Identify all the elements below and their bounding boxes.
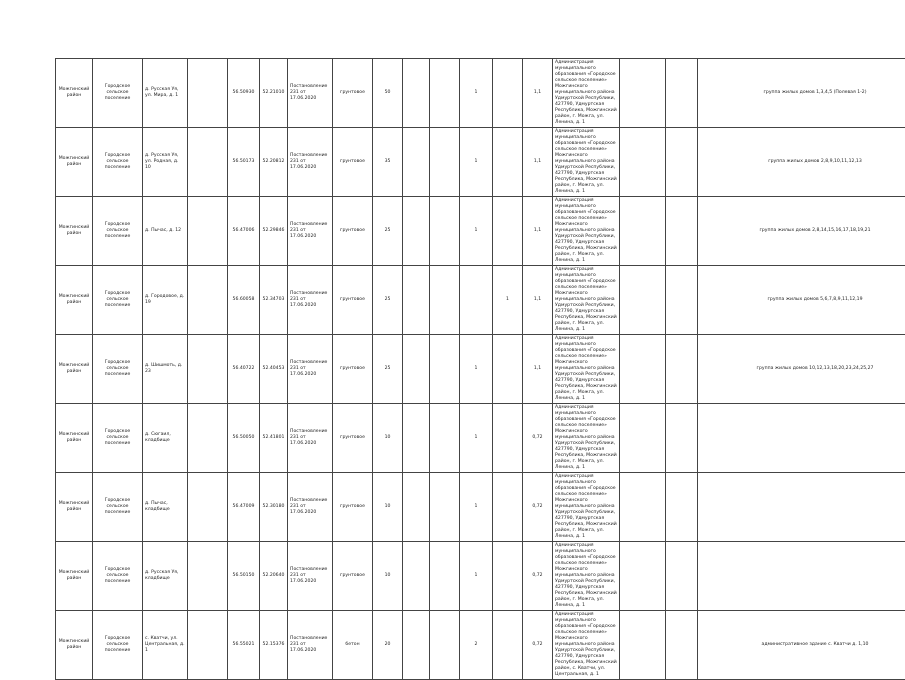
cell-sources: группа жилых домов 10,12,13,18,20,23,24,25,27	[698, 335, 905, 404]
table-row	[56, 59, 905, 128]
table-row	[56, 266, 905, 335]
cell-sources	[698, 542, 905, 611]
cell-o1	[620, 542, 666, 611]
cell-reg-spacer	[188, 197, 228, 266]
cell-area: 25	[373, 197, 403, 266]
cell-address: д. Пычас, кладбище	[143, 473, 188, 542]
cell-c2	[430, 335, 460, 404]
cell-c5: 1,1	[523, 128, 553, 197]
cell-settlement: Городское сельское поселение	[93, 197, 143, 266]
cell-owner: Администрация муниципального образования «Городское сельское поселение» Можгинского муниципального района Удмуртской Республики, 427790, Удмуртская Республика, Можгинский район, г. Можга, ул. Ленина, д. 1	[553, 542, 620, 611]
cell-o1	[620, 128, 666, 197]
cell-c5: 1,1	[523, 335, 553, 404]
cell-c5: 0,72	[523, 404, 553, 473]
cell-sources	[698, 473, 905, 542]
cell-address: д. Русская Уя, ул. Мира, д. 1	[143, 59, 188, 128]
cell-lon: 52.20812	[260, 128, 288, 197]
cell-surface: грунтовое	[333, 473, 373, 542]
cell-o2	[666, 404, 698, 473]
cell-area: 25	[373, 335, 403, 404]
cell-reg-spacer	[188, 335, 228, 404]
cell-lon: 52.15376	[260, 611, 288, 680]
table-row	[56, 611, 905, 680]
cell-address: д. Русская Уя, ул. Родная, д. 10	[143, 128, 188, 197]
table-row	[56, 404, 905, 473]
cell-reg-spacer	[188, 611, 228, 680]
cell-reg-spacer	[188, 542, 228, 611]
cell-c4	[493, 128, 523, 197]
cell-o2	[666, 197, 698, 266]
cell-area: 35	[373, 128, 403, 197]
cell-c4	[493, 197, 523, 266]
cell-reg: Постановление 231 от 17.06.2020	[288, 611, 333, 680]
cell-c1	[403, 473, 430, 542]
cell-o1	[620, 266, 666, 335]
cell-c5: 1,1	[523, 266, 553, 335]
cell-owner: Администрация муниципального образования «Городское сельское поселение» Можгинского муниципального района Удмуртской Республики, 427790, Удмуртская Республика, Можгинский район, г. Можга, ул. Ленина, д. 1	[553, 404, 620, 473]
cell-lat: 56.60058	[228, 266, 260, 335]
cell-area: 50	[373, 59, 403, 128]
cell-settlement: Городское сельское поселение	[93, 404, 143, 473]
cell-district: Можгинский район	[56, 59, 93, 128]
cell-c1	[403, 611, 430, 680]
cell-owner: Администрация муниципального образования «Городское сельское поселение» Можгинского муниципального района Удмуртской Республики, 427790, Удмуртская Республика, Можгинский район, г. Можга, ул. Ленина, д. 1	[553, 266, 620, 335]
cell-district: Можгинский район	[56, 266, 93, 335]
cell-settlement: Городское сельское поселение	[93, 335, 143, 404]
cell-reg-spacer	[188, 404, 228, 473]
cell-lon: 52.20640	[260, 542, 288, 611]
cell-c3: 1	[460, 59, 493, 128]
cell-surface: грунтовое	[333, 128, 373, 197]
cell-c4	[493, 542, 523, 611]
cell-c5: 0,72	[523, 473, 553, 542]
cell-owner: Администрация муниципального образования «Городское сельское поселение» Можгинского муниципального района Удмуртской Республики, 427790, Удмуртская Республика, Можгинский район, с. Кватчи, ул. Центральная, д. 1	[553, 611, 620, 680]
cell-c1	[403, 335, 430, 404]
cell-surface: грунтовое	[333, 197, 373, 266]
cell-c1	[403, 542, 430, 611]
cell-c3: 1	[460, 128, 493, 197]
cell-o2	[666, 473, 698, 542]
cell-reg: Постановление 231 от 17.06.2020	[288, 59, 333, 128]
cell-address: д. Русская Уя, кладбище	[143, 542, 188, 611]
cell-address: д. Пычас, д. 12	[143, 197, 188, 266]
cell-c2	[430, 128, 460, 197]
cell-reg: Постановление 231 от 17.06.2020	[288, 197, 333, 266]
cell-lat: 56.47009	[228, 473, 260, 542]
cell-district: Можгинский район	[56, 611, 93, 680]
cell-c4	[493, 473, 523, 542]
cell-lat: 56.55021	[228, 611, 260, 680]
cell-district: Можгинский район	[56, 197, 93, 266]
cell-district: Можгинский район	[56, 542, 93, 611]
cell-c5: 1,1	[523, 59, 553, 128]
cell-c4	[493, 611, 523, 680]
cell-surface: грунтовое	[333, 404, 373, 473]
cell-settlement: Городское сельское поселение	[93, 128, 143, 197]
cell-owner: Администрация муниципального образования «Городское сельское поселение» Можгинского муниципального района Удмуртской Республики, 427790, Удмуртская Республика, Можгинский район, г. Можга, ул. Ленина, д. 1	[553, 59, 620, 128]
cell-settlement: Городское сельское поселение	[93, 611, 143, 680]
cell-o2	[666, 59, 698, 128]
cell-o1	[620, 197, 666, 266]
cell-sources	[698, 404, 905, 473]
cell-reg-spacer	[188, 266, 228, 335]
cell-c4: 1	[493, 266, 523, 335]
table-row	[56, 335, 905, 404]
cell-owner: Администрация муниципального образования «Городское сельское поселение» Можгинского муниципального района Удмуртской Республики, 427790, Удмуртская Республика, Можгинский район, г. Можга, ул. Ленина, д. 1	[553, 473, 620, 542]
cell-o2	[666, 128, 698, 197]
cell-c3: 1	[460, 473, 493, 542]
cell-area: 25	[373, 266, 403, 335]
cell-address: с. Кватчи, ул. Центральная, д. 1	[143, 611, 188, 680]
cell-c3: 1	[460, 335, 493, 404]
cell-sources: группа жилых домов 2,8,9,10,11,12,13	[698, 128, 905, 197]
cell-lon: 52.21010	[260, 59, 288, 128]
cell-o1	[620, 335, 666, 404]
cell-surface: грунтовое	[333, 335, 373, 404]
cell-lat: 56.50173	[228, 128, 260, 197]
cell-sources: группа жилых домов 5,6,7,8,9,11,12,19	[698, 266, 905, 335]
cell-o1	[620, 473, 666, 542]
cell-c3: 2	[460, 611, 493, 680]
cell-settlement: Городское сельское поселение	[93, 266, 143, 335]
cell-c2	[430, 404, 460, 473]
cell-reg: Постановление 231 от 17.06.2020	[288, 335, 333, 404]
cell-c1	[403, 59, 430, 128]
cell-c5: 0,72	[523, 611, 553, 680]
cell-settlement: Городское сельское поселение	[93, 473, 143, 542]
cell-c1	[403, 128, 430, 197]
cell-o2	[666, 542, 698, 611]
cell-lat: 56.50050	[228, 404, 260, 473]
cell-area: 20	[373, 611, 403, 680]
cell-owner: Администрация муниципального образования «Городское сельское поселение» Можгинского муниципального района Удмуртской Республики, 427790, Удмуртская Республика, Можгинский район, г. Можга, ул. Ленина, д. 1	[553, 128, 620, 197]
cell-district: Можгинский район	[56, 404, 93, 473]
cell-surface: бетон	[333, 611, 373, 680]
cell-c2	[430, 266, 460, 335]
cell-area: 10	[373, 473, 403, 542]
cell-c4	[493, 59, 523, 128]
cell-sources: административное здание с. Кватчи д. 1,10	[698, 611, 905, 680]
cell-lat: 56.50150	[228, 542, 260, 611]
cell-lon: 52.29846	[260, 197, 288, 266]
cell-reg-spacer	[188, 473, 228, 542]
cell-owner: Администрация муниципального образования «Городское сельское поселение» Можгинского муниципального района Удмуртской Республики, 427790, Удмуртская Республика, Можгинский район, г. Можга, ул. Ленина, д. 1	[553, 335, 620, 404]
cell-surface: грунтовое	[333, 542, 373, 611]
cell-district: Можгинский район	[56, 473, 93, 542]
cell-lon: 52.30180	[260, 473, 288, 542]
cell-o1	[620, 611, 666, 680]
cell-lat: 56.40722	[228, 335, 260, 404]
cell-o1	[620, 404, 666, 473]
cell-o2	[666, 611, 698, 680]
table-row	[56, 197, 905, 266]
cell-c1	[403, 404, 430, 473]
cell-lat: 56.50930	[228, 59, 260, 128]
cell-reg: Постановление 231 от 17.06.2020	[288, 473, 333, 542]
cell-district: Можгинский район	[56, 335, 93, 404]
cell-c1	[403, 197, 430, 266]
cell-lon: 52.41801	[260, 404, 288, 473]
cell-surface: грунтовое	[333, 59, 373, 128]
cell-c3: 1	[460, 542, 493, 611]
cell-c4	[493, 404, 523, 473]
cell-c3: 1	[460, 197, 493, 266]
cell-settlement: Городское сельское поселение	[93, 542, 143, 611]
cell-area: 10	[373, 542, 403, 611]
cell-c2	[430, 59, 460, 128]
cell-c5: 0,72	[523, 542, 553, 611]
cell-reg: Постановление 231 от 17.06.2020	[288, 542, 333, 611]
cell-address: д. Городовое, д. 19	[143, 266, 188, 335]
cell-sources: группа жилых домов 1,3,4,5 (Полевая 1-2)	[698, 59, 905, 128]
cell-settlement: Городское сельское поселение	[93, 59, 143, 128]
cell-o2	[666, 266, 698, 335]
cell-c4	[493, 335, 523, 404]
cell-lon: 52.34703	[260, 266, 288, 335]
registry-table	[55, 58, 905, 680]
cell-district: Можгинский район	[56, 128, 93, 197]
cell-surface: грунтовое	[333, 266, 373, 335]
cell-c2	[430, 473, 460, 542]
table-row	[56, 473, 905, 542]
cell-c3: 1	[460, 404, 493, 473]
cell-c2	[430, 611, 460, 680]
cell-address: д. Сюгаил, кладбище	[143, 404, 188, 473]
cell-c5: 1,1	[523, 197, 553, 266]
cell-reg-spacer	[188, 128, 228, 197]
cell-c2	[430, 542, 460, 611]
cell-reg: Постановление 231 от 17.06.2020	[288, 128, 333, 197]
table-row	[56, 542, 905, 611]
cell-lat: 56.47006	[228, 197, 260, 266]
cell-reg: Постановление 231 от 17.06.2020	[288, 404, 333, 473]
cell-o1	[620, 59, 666, 128]
cell-c1	[403, 266, 430, 335]
cell-owner: Администрация муниципального образования «Городское сельское поселение» Можгинского муниципального района Удмуртской Республики, 427790, Удмуртская Республика, Можгинский район, г. Можга, ул. Ленина, д. 1	[553, 197, 620, 266]
table-row	[56, 128, 905, 197]
cell-c3	[460, 266, 493, 335]
cell-address: д. Шишмоть, д. 23	[143, 335, 188, 404]
cell-c2	[430, 197, 460, 266]
cell-reg-spacer	[188, 59, 228, 128]
cell-reg: Постановление 231 от 17.06.2020	[288, 266, 333, 335]
table-body	[56, 59, 905, 680]
cell-area: 10	[373, 404, 403, 473]
cell-lon: 52.40453	[260, 335, 288, 404]
cell-sources: группа жилых домов 2,8,14,15,16,17,18,19,21	[698, 197, 905, 266]
cell-o2	[666, 335, 698, 404]
